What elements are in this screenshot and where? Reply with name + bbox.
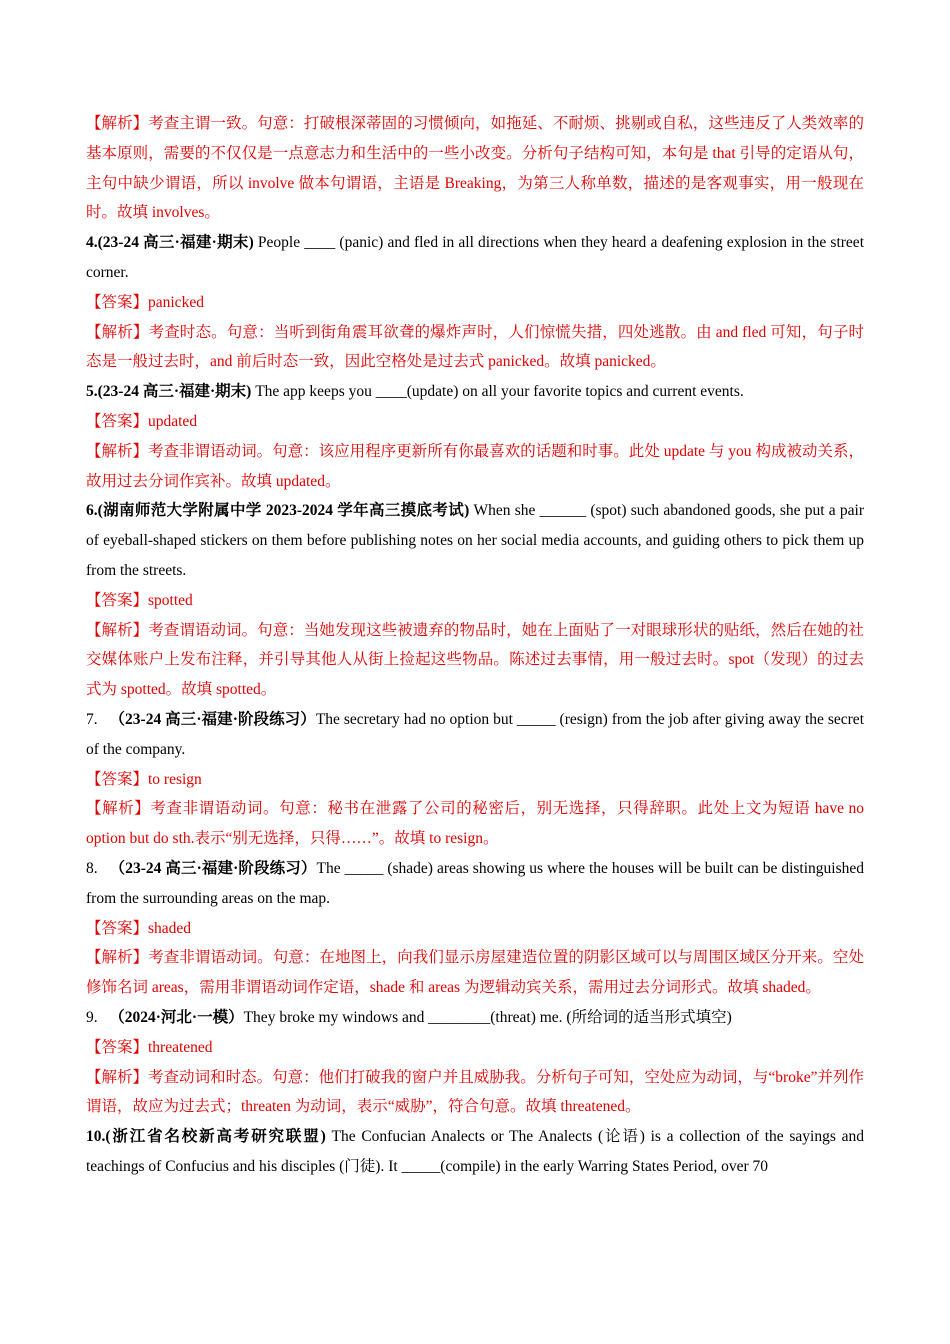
question-source: (23-24 高三·福建·期末): [97, 234, 254, 252]
question-source: （23-24 高三·福建·阶段练习）: [109, 710, 316, 728]
question-5: [86, 377, 864, 407]
question-text: The secretary had no option but _____ (resign) from the job after giving away the secret of the company.: [86, 710, 864, 758]
question-number: 4.: [86, 234, 98, 252]
question-7: [86, 705, 864, 765]
question-number: 9.: [86, 1008, 98, 1026]
answer-4: 【答案】panicked: [86, 293, 204, 311]
question-source: (湖南师范大学附属中学 2023-2024 学年高三摸底考试): [97, 502, 470, 520]
question-number: 10.: [86, 1128, 106, 1146]
question-number: 8.: [86, 859, 98, 877]
question-source: (23-24 高三·福建·期末): [97, 383, 252, 401]
question-text: The _____ (shade) areas showing us where the houses will be built can be distinguished from the surrounding areas on the map.: [86, 859, 864, 907]
question-10: [86, 1122, 864, 1182]
question-number: 7.: [86, 710, 98, 728]
answer-6: 【答案】spotted: [86, 591, 193, 609]
analysis-7: 【解析】考查非谓语动词。句意：秘书在泄露了公司的秘密后，别无选择，只得辞职。此处上文为短语 have no option but do sth.表示“别无选择，只得……”。故填 to resign。: [86, 800, 864, 848]
question-4: [86, 228, 864, 288]
analysis-8: 【解析】考查非谓语动词。句意：在地图上，向我们显示房屋建造位置的阴影区域可以与周围区域区分开来。空处修饰名词 areas，需用非谓语动词作定语，shade 和 areas 为逻辑动宾关系，需用过去分词形式。故填 shaded。: [86, 949, 864, 997]
question-text: The Confucian Analects or The Analects (论语) is a collection of the sayings and teachings of Confucius and his disciples (门徒). It _____(compile) in the early Warring States Period, over 70: [86, 1128, 864, 1175]
question-number: 5.: [86, 383, 98, 401]
question-source: (浙江省名校新高考研究联盟): [105, 1128, 326, 1146]
analysis-4: 【解析】考查时态。句意：当听到街角震耳欲聋的爆炸声时，人们惊慌失措，四处逃散。由 and fled 可知，句子时态是一般过去时，and 前后时态一致，因此空格处是过去式 panicked。故填 panicked。: [86, 323, 864, 371]
answer-9: 【答案】threatened: [86, 1038, 213, 1056]
answer-5: 【答案】updated: [86, 412, 198, 430]
analysis-6: 【解析】考查谓语动词。句意：当她发现这些被遗弃的物品时，她在上面贴了一对眼球形状的贴纸，然后在她的社交媒体账户上发布注释，并引导其他人从街上捡起这些物品。陈述过去事情，用一般过去时。spot（发现）的过去式为 spotted。故填 spotted。: [86, 621, 864, 699]
analysis-3: 【解析】考查主谓一致。句意：打破根深蒂固的习惯倾向，如拖延、不耐烦、挑剔或自私，这些违反了人类效率的基本原则，需要的不仅仅是一点意志力和生活中的一些小改变。分析句子结构可知，本句是 that 引导的定语从句，主句中缺少谓语，所以 involve 做本句谓语，主语是 Breaking，为第三人称单数，描述的是客观事实，用一般现在时。故填 involves。: [86, 115, 864, 222]
question-9: [86, 1003, 864, 1033]
answer-7: 【答案】to resign: [86, 770, 202, 788]
document-page: [86, 109, 864, 1182]
question-number: 6.: [86, 502, 98, 520]
analysis-5: 【解析】考查非谓语动词。句意：该应用程序更新所有你最喜欢的话题和时事。此处 update 与 you 构成被动关系，故用过去分词作宾补。故填 updated。: [86, 442, 864, 490]
question-6: [86, 496, 864, 585]
question-text: People ____ (panic) and fled in all directions when they heard a deafening explosion in the street corner.: [86, 234, 864, 281]
question-text: When she ______ (spot) such abandoned goods, she put a pair of eyeball-shaped stickers on them before publishing notes on her social media accounts, and guiding others to pick them up from the streets.: [86, 502, 864, 579]
question-text: They broke my windows and ________(threat) me. (所给词的适当形式填空): [243, 1008, 732, 1026]
answer-8: 【答案】shaded: [86, 919, 192, 937]
question-source: （2024·河北·一模）: [109, 1008, 244, 1026]
question-source: （23-24 高三·福建·阶段练习）: [109, 859, 317, 877]
question-text: The app keeps you ____(update) on all your favorite topics and current events.: [251, 383, 744, 401]
question-8: [86, 854, 864, 914]
analysis-9: 【解析】考查动词和时态。句意：他们打破我的窗户并且威胁我。分析句子可知，空处应为动词，与“broke”并列作谓语，故应为过去式；threaten 为动词，表示“威胁”，符合句意。故填 threatened。: [86, 1068, 864, 1116]
